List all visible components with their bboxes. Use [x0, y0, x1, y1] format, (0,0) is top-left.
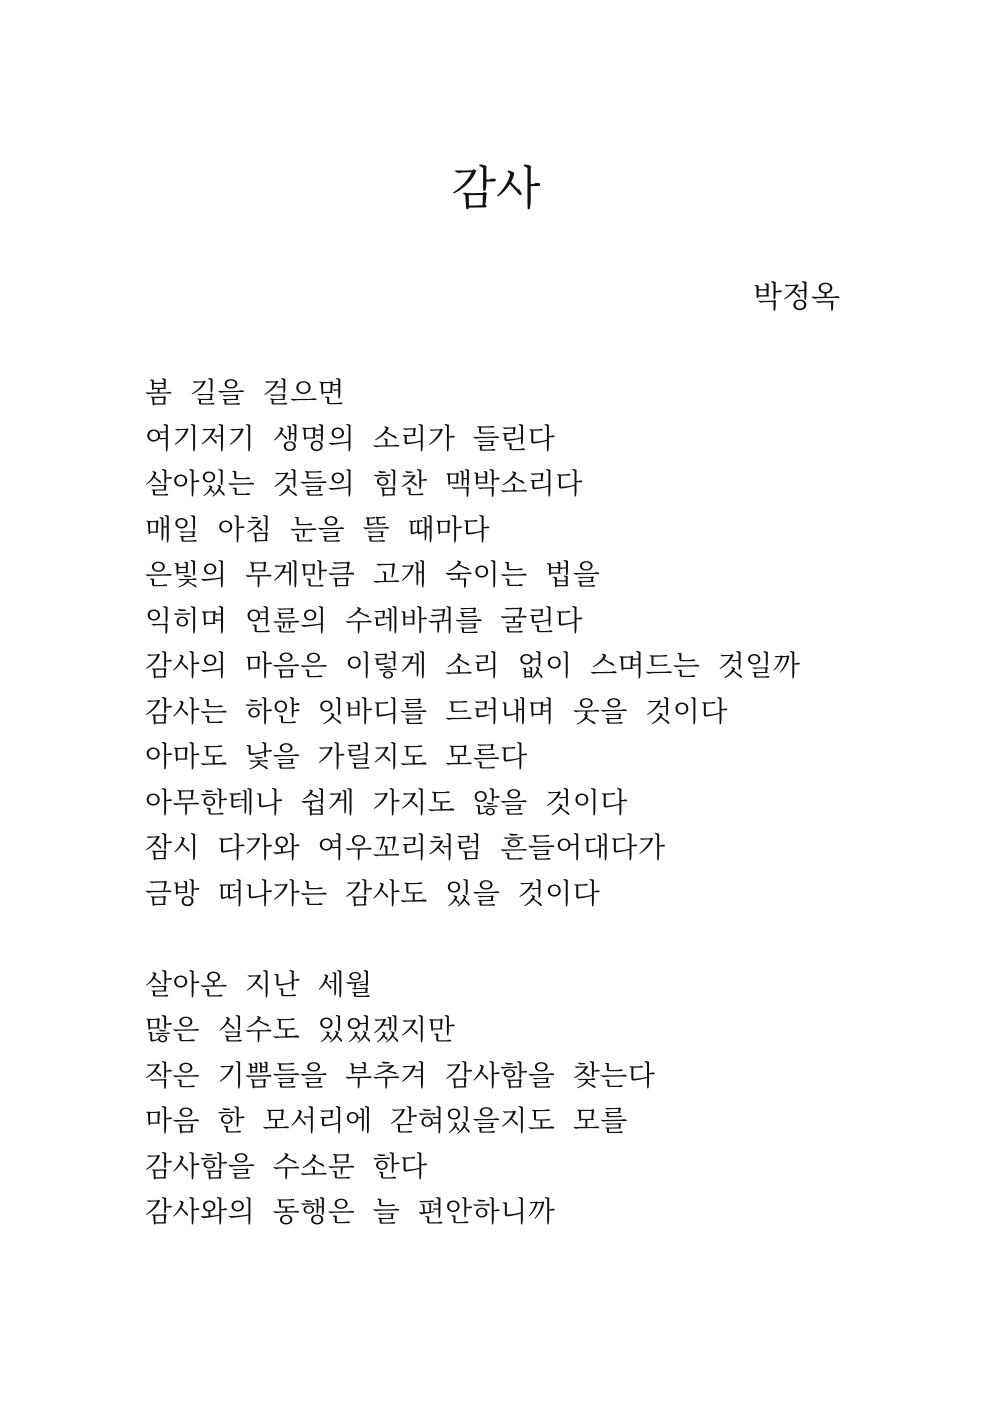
poem-line: 매일 아침 눈을 뜰 때마다 — [145, 512, 491, 546]
poem-line: 감사와의 동행은 늘 편안하니까 — [145, 1195, 556, 1228]
poem-line: 익히며 연륜의 수레바퀴를 굴린다 — [145, 603, 583, 637]
poem-line: 많은 실수도 있었겠지만 — [145, 1013, 456, 1046]
poem-line: 잠시 다가와 여우꼬리처럼 흔들어대다가 — [145, 831, 666, 864]
poem-title: 감사 — [451, 161, 541, 215]
poem-line: 마음 한 모서리에 갇혀있을지도 모를 — [145, 1104, 628, 1137]
poem-line: 감사는 하얀 잇바디를 드러내며 웃을 것이다 — [145, 694, 728, 728]
stanza-2 — [145, 962, 945, 1235]
poem-line: 봄 길을 걸으면 — [145, 376, 346, 409]
poem-line: 아무한테나 쉽게 가지도 않을 것이다 — [145, 785, 628, 819]
poem-line: 여기저기 생명의 소리가 들린다 — [145, 421, 556, 455]
poem-line: 감사함을 수소문 한다 — [145, 1149, 428, 1183]
poem-line: 금방 떠나가는 감사도 있을 것이다 — [145, 876, 601, 910]
poem-line: 은빛의 무게만큼 고개 숙이는 법을 — [145, 558, 601, 591]
poem-body — [145, 370, 945, 1235]
poem-line: 아마도 낯을 가릴지도 모른다 — [145, 740, 528, 773]
poem-line: 작은 기쁨들을 부추겨 감사함을 찾는다 — [145, 1058, 656, 1092]
poem-line: 감사의 마음은 이렇게 소리 없이 스며드는 것일까 — [145, 649, 801, 682]
poem-line: 살아온 지난 세월 — [145, 967, 373, 1001]
poem-line: 살아있는 것들의 힘찬 맥박소리다 — [145, 467, 583, 500]
poem-author: 박정옥 — [753, 280, 840, 315]
stanza-1 — [145, 370, 945, 916]
